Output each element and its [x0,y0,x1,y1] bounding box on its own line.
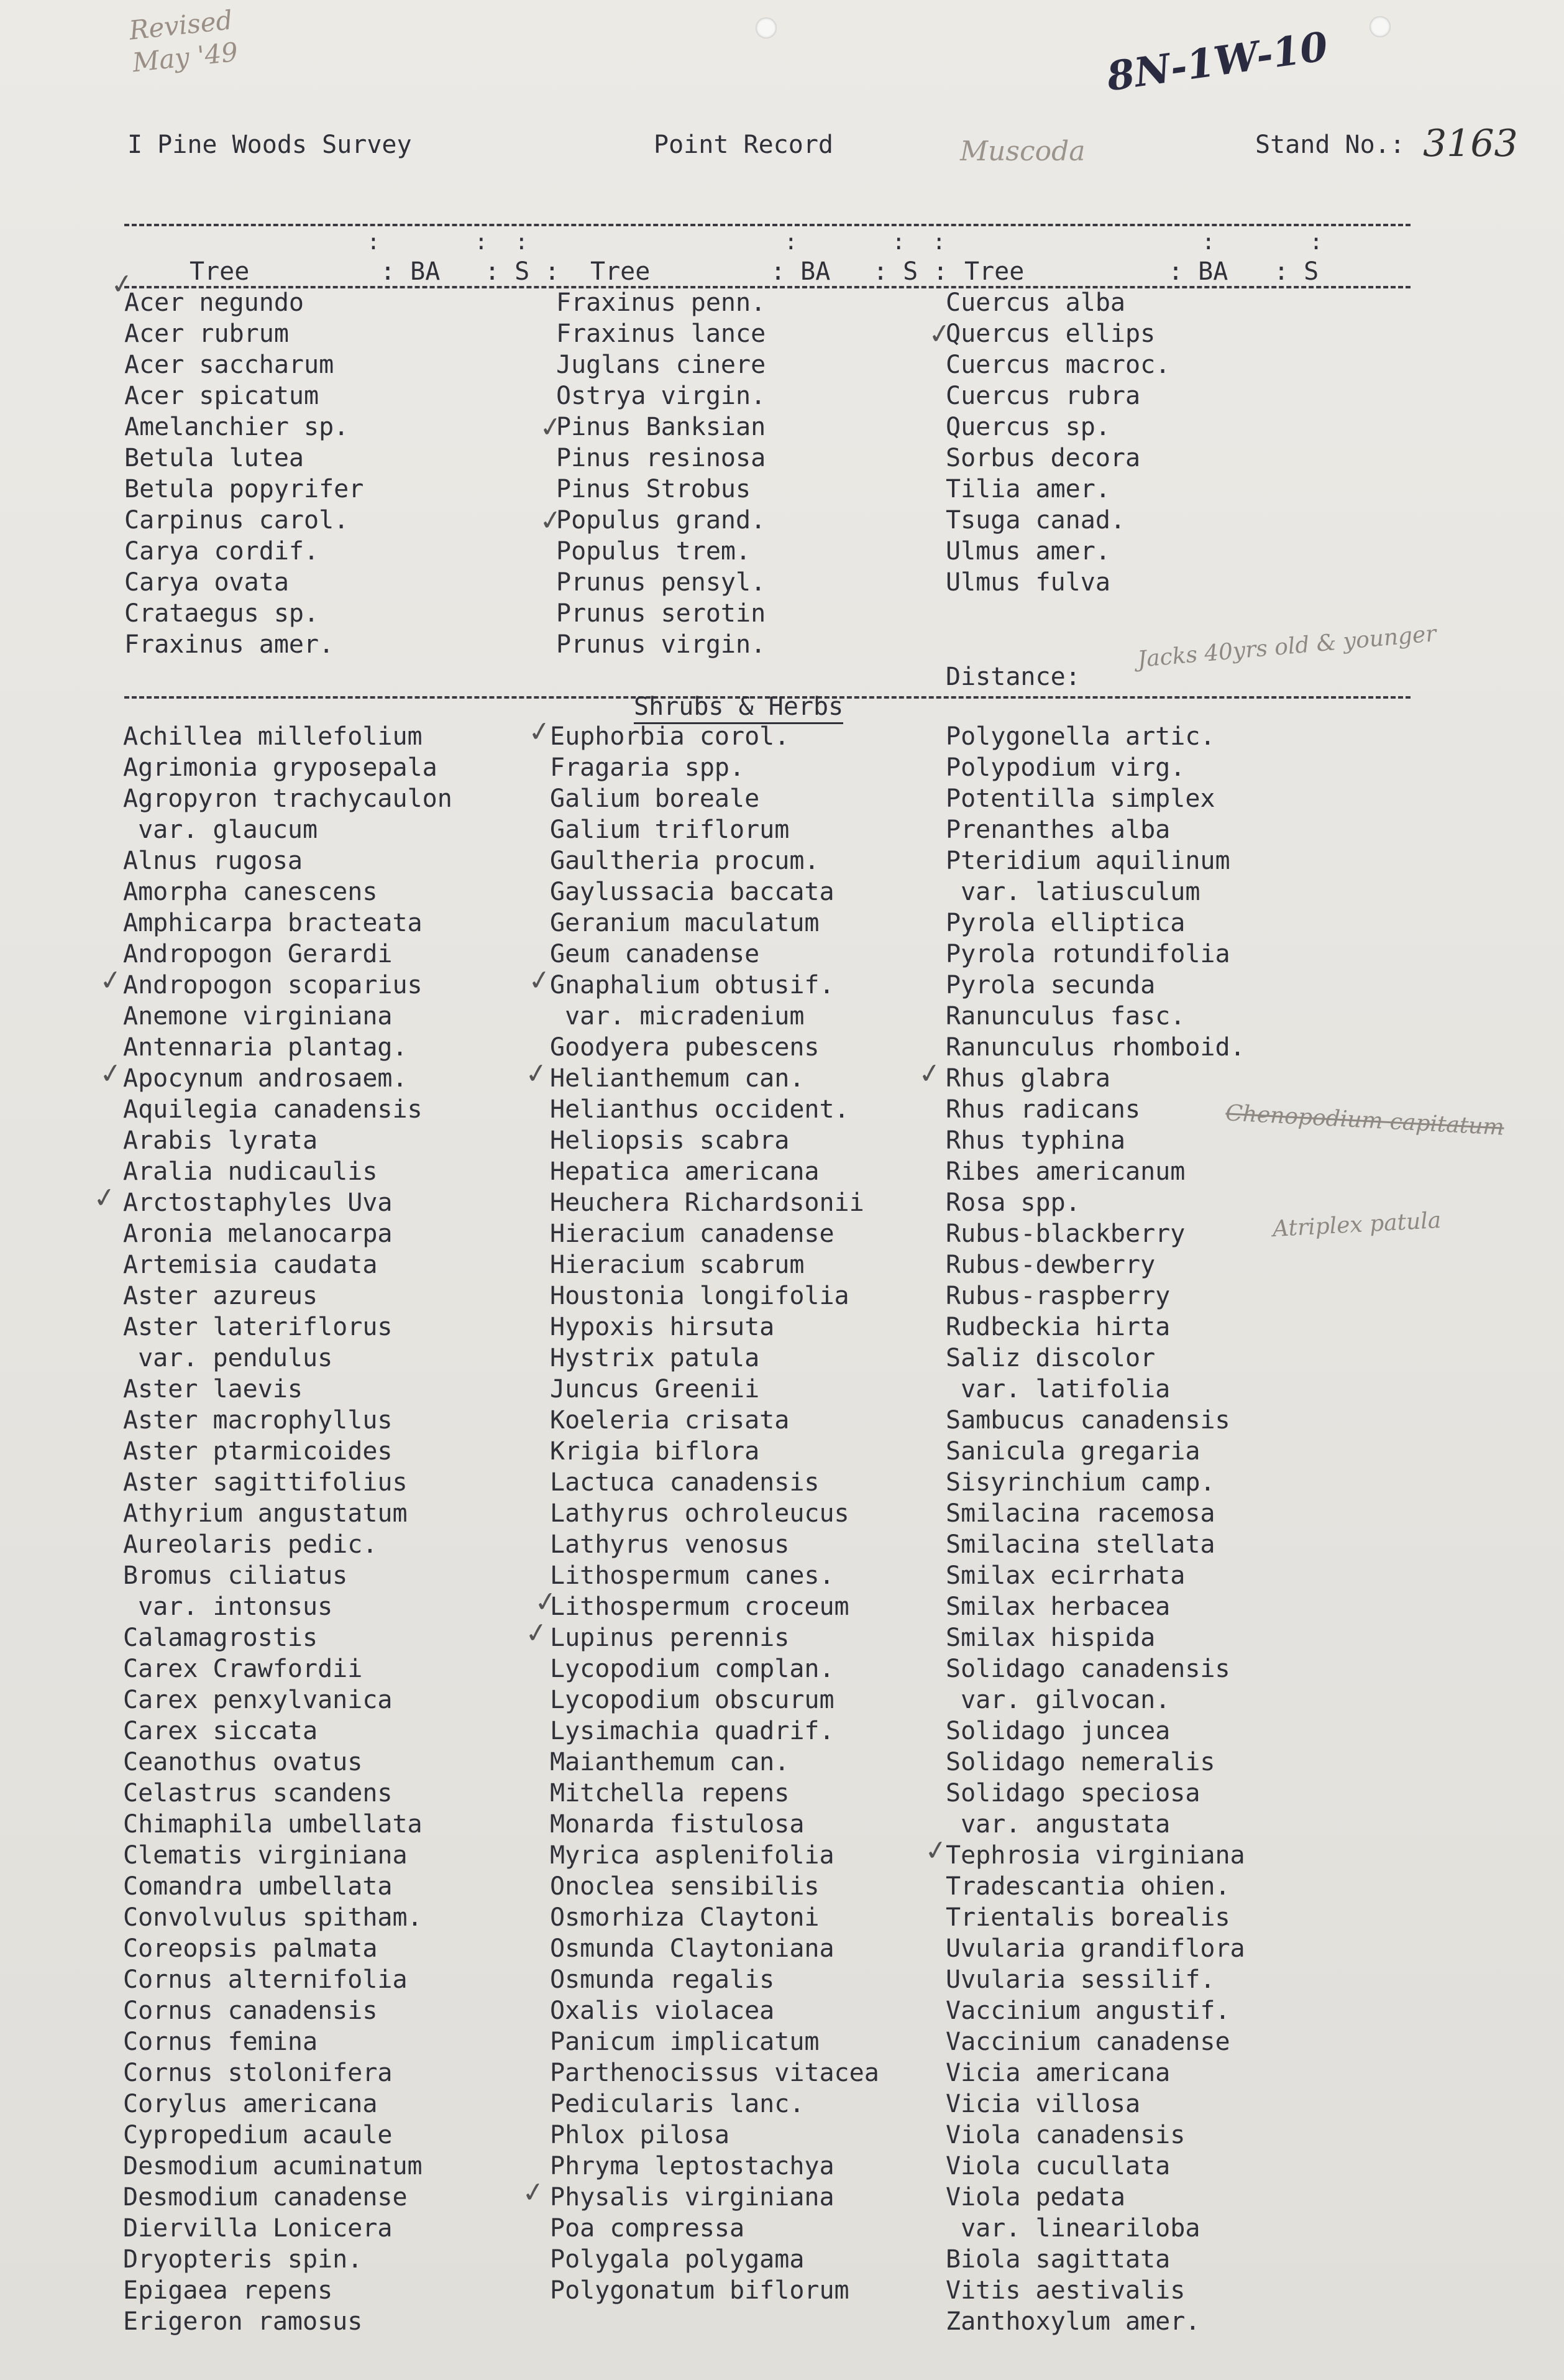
species-entry: Aster sagittifolius [123,1468,408,1497]
margin-note-2: Atriplex patula [1272,1207,1442,1243]
species-entry: Desmodium acuminatum [123,2152,423,2180]
species-entry: Uvularia grandiflora [946,1934,1245,1963]
species-entry: Convolvulus spitham. [123,1903,423,1932]
species-entry: var. gilvocan. [946,1686,1171,1714]
species-entry: Pedicularis lanc. [550,2090,805,2118]
check-mark: ✓ [108,267,136,302]
species-entry: Pteridium aquilinum [946,847,1230,875]
species-entry: var. latifolia [946,1375,1171,1404]
tree-list-col1 [124,287,364,660]
species-entry: Juncus Greenii [550,1375,760,1404]
tree-list-col2 [556,287,766,660]
species-entry: Acer saccharum [124,351,334,379]
species-entry: var. pendulus [123,1344,333,1372]
species-entry: Cornus femina [123,2028,318,2056]
s-header-col3: : S [1274,257,1319,286]
species-entry: Heuchera Richardsonii [550,1188,864,1217]
species-entry: Sorbus decora [946,444,1141,472]
species-entry: Vicia americana [946,2059,1171,2087]
species-entry: Amelanchier sp. [124,413,349,441]
species-entry: Lithospermum croceum [550,1592,849,1621]
species-entry: Bromus ciliatus [123,1561,348,1590]
species-entry: Geranium maculatum [550,909,820,937]
species-entry: Hypoxis hirsuta [550,1313,775,1341]
species-entry: Smilax ecirrhata [946,1561,1186,1590]
species-entry: Solidago nemeralis [946,1748,1215,1776]
species-entry: Clematis virginiana [123,1841,408,1870]
distance-label: Distance: [946,663,1081,691]
species-entry: Cuercus rubra [946,382,1141,410]
species-entry: Carya ovata [124,568,289,597]
species-entry: Euphorbia corol. [550,722,790,751]
check-mark: ✓ [926,316,954,352]
species-entry: Trientalis borealis [946,1903,1230,1932]
species-entry: Lycopodium complan. [550,1655,835,1683]
species-entry: Zanthoxylum amer. [946,2307,1200,2336]
distance-note: Jacks 40yrs old & younger [1136,621,1438,673]
species-entry: Acer rubrum [124,319,289,348]
species-entry: Vicia villosa [946,2090,1141,2118]
species-entry: Diervilla Lonicera [123,2214,393,2243]
species-entry: Phryma leptostachya [550,2152,835,2180]
species-entry: Maianthemum can. [550,1748,790,1776]
species-entry: Aureolaris pedic. [123,1530,378,1559]
species-entry: Vaccinium canadense [946,2028,1230,2056]
shrubs-list-col1 [123,721,452,2337]
species-entry: Hepatica americana [550,1157,820,1186]
species-entry: var. latiusculum [946,878,1200,906]
species-entry: Cornus canadensis [123,1996,378,2025]
species-entry: Polygala polygama [550,2245,805,2274]
species-entry: Prenanthes alba [946,816,1171,844]
species-entry: Sambucus canadensis [946,1406,1230,1435]
species-entry: Fraxinus amer. [124,630,334,659]
species-entry: var. intonsus [123,1592,333,1621]
species-entry: Solidago canadensis [946,1655,1230,1683]
species-entry: Rhus radicans [946,1095,1141,1124]
species-entry: Carex siccata [123,1717,318,1745]
species-entry: Potentilla simplex [946,784,1215,813]
species-entry: Amorpha canescens [123,878,378,906]
species-entry: Antennaria plantag. [123,1033,408,1062]
place-note: Muscoda [960,136,1086,167]
divider-line [124,224,1411,226]
species-entry: Parthenocissus vitacea [550,2059,879,2087]
species-entry: Smilacina stellata [946,1530,1215,1559]
species-entry: Uvularia sessilif. [946,1965,1215,1994]
shrubs-list-col2 [550,721,879,2306]
s-header-col1: : S : [485,257,560,286]
species-entry: Hieracium scabrum [550,1251,805,1279]
species-entry: Amphicarpa bracteata [123,909,423,937]
location-code: 8N-1W-10 [1104,23,1331,101]
species-entry: Acer negundo [124,288,304,317]
species-entry: Polygonella artic. [946,722,1215,751]
species-entry: Physalis virginiana [550,2183,835,2212]
species-entry: Smilacina racemosa [946,1499,1215,1528]
species-entry: Anemone virginiana [123,1002,393,1031]
species-entry: Rudbeckia hirta [946,1313,1171,1341]
species-entry: Aster azureus [123,1282,318,1310]
species-entry: Alnus rugosa [123,847,303,875]
species-entry: Rhus glabra [946,1064,1110,1093]
species-entry: Tsuga canad. [946,506,1125,535]
species-entry: Polygonatum biflorum [550,2276,849,2305]
species-entry: Tephrosia virginiana [946,1841,1245,1870]
species-entry: Heliopsis scabra [550,1126,790,1155]
species-entry: Juglans cinere [556,351,766,379]
species-entry: Krigia biflora [550,1437,760,1466]
species-entry: Artemisia caudata [123,1251,378,1279]
species-entry: Galium triflorum [550,816,790,844]
ba-header-col3: : BA [1168,257,1228,286]
species-entry: Osmorhiza Claytoni [550,1903,820,1932]
species-entry: Aralia nudicaulis [123,1157,378,1186]
species-entry: Chimaphila umbellata [123,1810,423,1839]
species-entry: Comandra umbellata [123,1872,393,1901]
species-entry: Desmodium canadense [123,2183,408,2212]
shrubs-list-col3 [946,721,1245,2337]
species-entry: Andropogon Gerardi [123,940,393,968]
check-mark: ✓ [526,714,554,750]
species-entry: Apocynum androsaem. [123,1064,408,1093]
ba-header-col1: : BA [380,257,441,286]
record-type: Point Record [654,131,833,159]
species-entry: Lycopodium obscurum [550,1686,835,1714]
species-entry: Carya cordif. [124,537,319,566]
check-mark: ✓ [519,2175,547,2210]
species-entry: Viola canadensis [946,2121,1186,2149]
check-mark: ✓ [523,1615,551,1651]
species-entry: Fraxinus lance [556,319,766,348]
species-entry: Lactuca canadensis [550,1468,820,1497]
species-entry: Hieracium canadense [550,1220,835,1248]
species-entry: Onoclea sensibilis [550,1872,820,1901]
check-mark: ✓ [97,963,125,998]
species-entry: Andropogon scoparius [123,971,423,999]
species-entry: Smilax hispida [946,1624,1156,1652]
species-entry: Tradescantia ohien. [946,1872,1230,1901]
stand-label: Stand No.: [1255,131,1405,159]
check-mark: ✓ [523,1056,551,1091]
species-entry: Myrica asplenifolia [550,1841,835,1870]
species-entry: Populus grand. [556,506,766,535]
species-entry: Dryopteris spin. [123,2245,363,2274]
colon-markers: : : : : : : : : [124,229,1323,255]
species-entry: Panicum implicatum [550,2028,820,2056]
species-entry: Mitchella repens [550,1779,790,1808]
species-entry: Koeleria crisata [550,1406,790,1435]
species-entry: Aster ptarmicoides [123,1437,393,1466]
species-entry: Osmunda regalis [550,1965,775,1994]
species-entry: Osmunda Claytoniana [550,1934,835,1963]
species-entry: Crataegus sp. [124,599,319,628]
species-entry: Quercus sp. [946,413,1110,441]
species-entry: Gnaphalium obtusif. [550,971,835,999]
species-entry: Poa compressa [550,2214,745,2243]
revised-note: Revised May '49 [127,4,240,78]
check-mark: ✓ [916,1056,944,1091]
species-entry: Prunus virgin. [556,630,766,659]
species-entry: Aster lateriflorus [123,1313,393,1341]
species-entry: Ranunculus rhomboid. [946,1033,1245,1062]
species-entry: Lithospermum canes. [550,1561,835,1590]
tree-header-col3: Tree [964,257,1025,286]
species-entry: Rosa spp. [946,1188,1081,1217]
species-entry: Lupinus perennis [550,1624,790,1652]
species-entry: Fragaria spp. [550,753,745,782]
species-entry: Coreopsis palmata [123,1934,378,1963]
margin-note-1: Chenopodium capitatum [1225,1100,1505,1141]
species-entry: Cornus alternifolia [123,1965,408,1994]
species-entry: Smilax herbacea [946,1592,1171,1621]
species-entry: Ulmus fulva [946,568,1110,597]
species-entry: Quercus ellips [946,319,1156,348]
species-entry: Cuercus alba [946,288,1125,317]
species-entry: Monarda fistulosa [550,1810,805,1839]
species-entry: Viola cucullata [946,2152,1171,2180]
species-entry: Tilia amer. [946,475,1110,503]
species-entry: Vitis aestivalis [946,2276,1186,2305]
species-entry: Gaultheria procum. [550,847,820,875]
species-entry: Pyrola secunda [946,971,1156,999]
ba-header-col2: : BA [771,257,831,286]
species-entry: Sisyrinchium camp. [946,1468,1215,1497]
species-entry: Lathyrus venosus [550,1530,790,1559]
species-entry: Goodyera pubescens [550,1033,820,1062]
species-entry: Ostrya virgin. [556,382,766,410]
species-entry: Fraxinus penn. [556,288,766,317]
species-entry: Arctostaphyles Uva [123,1188,393,1217]
check-mark: ✓ [537,503,565,538]
species-entry: Acer spicatum [124,382,319,410]
species-entry: var. angustata [946,1810,1171,1839]
check-mark: ✓ [97,1056,125,1091]
species-entry: Prunus serotin [556,599,766,628]
punch-hole [1370,16,1391,37]
check-mark: ✓ [922,1833,950,1868]
species-entry: Pinus Strobus [556,475,751,503]
species-entry: Viola pedata [946,2183,1125,2212]
species-entry: var. glaucum [123,816,318,844]
species-entry: Sanicula gregaria [946,1437,1200,1466]
tree-header-col1: Tree [190,257,250,286]
species-entry: Populus trem. [556,537,751,566]
species-entry: Helianthus occident. [550,1095,849,1124]
tree-list-col3 [946,287,1170,598]
species-entry: Ceanothus ovatus [123,1748,363,1776]
survey-title: I Pine Woods Survey [127,131,412,159]
species-entry: var. lineariloba [946,2214,1200,2243]
species-entry: Pinus resinosa [556,444,766,472]
species-entry: Calamagrostis [123,1624,318,1652]
species-entry: Erigeron ramosus [123,2307,363,2336]
species-entry: Lysimachia quadrif. [550,1717,835,1745]
species-entry: Houstonia longifolia [550,1282,849,1310]
species-entry: Achillea millefolium [123,722,423,751]
species-entry: Polypodium virg. [946,753,1186,782]
species-entry: Hystrix patula [550,1344,760,1372]
shrubs-heading: Shrubs & Herbs [634,691,843,724]
species-entry: Ulmus amer. [946,537,1110,566]
species-entry: Epigaea repens [123,2276,333,2305]
species-entry: Pyrola rotundifolia [946,940,1230,968]
species-entry: Celastrus scandens [123,1779,393,1808]
species-entry: Corylus americana [123,2090,378,2118]
species-entry: Cypropedium acaule [123,2121,393,2149]
species-entry: Rubus-dewberry [946,1251,1156,1279]
species-entry: Prunus pensyl. [556,568,766,597]
species-entry: Helianthemum can. [550,1064,805,1093]
tree-header-col2: Tree [590,257,651,286]
species-entry: Pinus Banksian [556,413,766,441]
species-entry: Biola sagittata [946,2245,1171,2274]
species-entry: Agropyron trachycaulon [123,784,452,813]
species-entry: Rubus-blackberry [946,1220,1186,1248]
species-entry: Carex Crawfordii [123,1655,363,1683]
species-entry: Phlox pilosa [550,2121,729,2149]
species-entry: Agrimonia gryposepala [123,753,437,782]
check-mark: ✓ [526,963,554,998]
species-entry: Oxalis violacea [550,1996,775,2025]
species-entry: Arabis lyrata [123,1126,318,1155]
species-entry: Galium boreale [550,784,760,813]
species-entry: Solidago speciosa [946,1779,1200,1808]
punch-hole [756,17,777,39]
s-header-col2: : S : [873,257,948,286]
species-entry: Aster laevis [123,1375,303,1404]
species-entry: Betula popyrifer [124,475,364,503]
check-mark: ✓ [91,1180,119,1216]
species-entry: Saliz discolor [946,1344,1156,1372]
check-mark: ✓ [532,1584,560,1620]
species-entry: Solidago juncea [946,1717,1171,1745]
species-entry: Carex penxylvanica [123,1686,393,1714]
species-entry: Aster macrophyllus [123,1406,393,1435]
species-entry: Geum canadense [550,940,760,968]
species-entry: Vaccinium angustif. [946,1996,1230,2025]
species-entry: Cornus stolonifera [123,2059,393,2087]
species-entry: Rubus-raspberry [946,1282,1171,1310]
species-entry: Athyrium angustatum [123,1499,408,1528]
species-entry: Ribes americanum [946,1157,1186,1186]
stand-number: 3163 [1423,122,1518,165]
species-entry: Aquilegia canadensis [123,1095,423,1124]
species-entry: Gaylussacia baccata [550,878,835,906]
check-mark: ✓ [537,410,565,445]
species-entry: Betula lutea [124,444,304,472]
species-entry: Carpinus carol. [124,506,349,535]
species-entry: Rhus typhina [946,1126,1125,1155]
species-entry: Ranunculus fasc. [946,1002,1186,1031]
species-entry: Aronia melanocarpa [123,1220,393,1248]
species-entry: var. micradenium [550,1002,805,1031]
species-entry: Cuercus macroc. [946,351,1171,379]
species-entry: Lathyrus ochroleucus [550,1499,849,1528]
species-entry: Pyrola elliptica [946,909,1186,937]
